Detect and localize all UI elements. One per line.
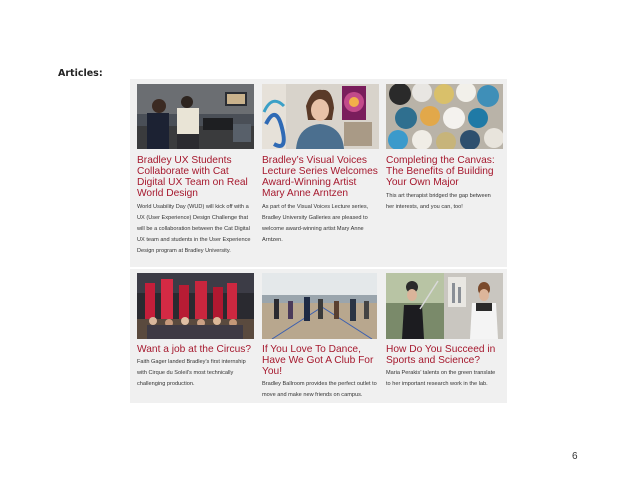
article-photo-paint-cups[interactable] — [386, 84, 503, 149]
article-card-circus[interactable] — [137, 273, 255, 401]
page-number: 6 — [572, 451, 578, 462]
article-summary: Bradley Ballroom provides the perfect outlet to move and make new friends on campus. — [262, 381, 377, 398]
article-summary: World Usability Day (WUD) will kick off with a UX (User Experience) Design Challenge that will be a collaboration between the Cat Digital UX team and students in the User Experience Design program at Bradley University. — [137, 204, 251, 254]
article-card-ux-students[interactable] — [137, 84, 255, 264]
article-card-completing-canvas[interactable] — [386, 84, 504, 264]
article-title[interactable]: How Do You Succeed in Sports and Science? — [386, 344, 496, 366]
article-card-ballroom[interactable] — [262, 273, 380, 401]
article-photo-dance-class[interactable] — [262, 273, 377, 339]
article-title[interactable]: Want a job at the Circus? — [137, 344, 252, 355]
article-card-sports-science[interactable] — [386, 273, 504, 401]
article-photo-artist-portrait[interactable] — [262, 84, 379, 149]
article-photo-golf-and-lab[interactable] — [386, 273, 503, 339]
article-title[interactable]: If You Love To Dance, Have We Got A Club For You! — [262, 344, 374, 377]
article-title[interactable]: Completing the Canvas: The Benefits of Building Your Own Major — [386, 155, 495, 188]
article-photo-ux-students[interactable] — [137, 84, 254, 149]
article-title[interactable]: Bradley’s Visual Voices Lecture Series Welcomes Award-Winning Artist Mary Anne Arntzen — [262, 155, 378, 199]
article-summary: As part of the Visual Voices Lecture series, Bradley University Galleries are pleased to welcome award-winning artist Mary Anne Arntzen. — [262, 204, 369, 243]
article-photo-circus-group[interactable] — [137, 273, 254, 339]
article-summary: This art therapist bridged the gap between her interests, and you can, too! — [386, 193, 491, 210]
section-heading: Articles: — [58, 68, 103, 79]
article-summary: Faith Gager landed Bradley’s first internship with Cirque du Soleil’s most technically challenging production. — [137, 359, 246, 387]
article-summary: Maria Perakis’ talents on the green translate to her important research work in the lab. — [386, 370, 496, 387]
article-title[interactable]: Bradley UX Students Collaborate with Cat Digital UX Team on Real World Design — [137, 155, 248, 199]
article-card-visual-voices[interactable] — [262, 84, 380, 264]
